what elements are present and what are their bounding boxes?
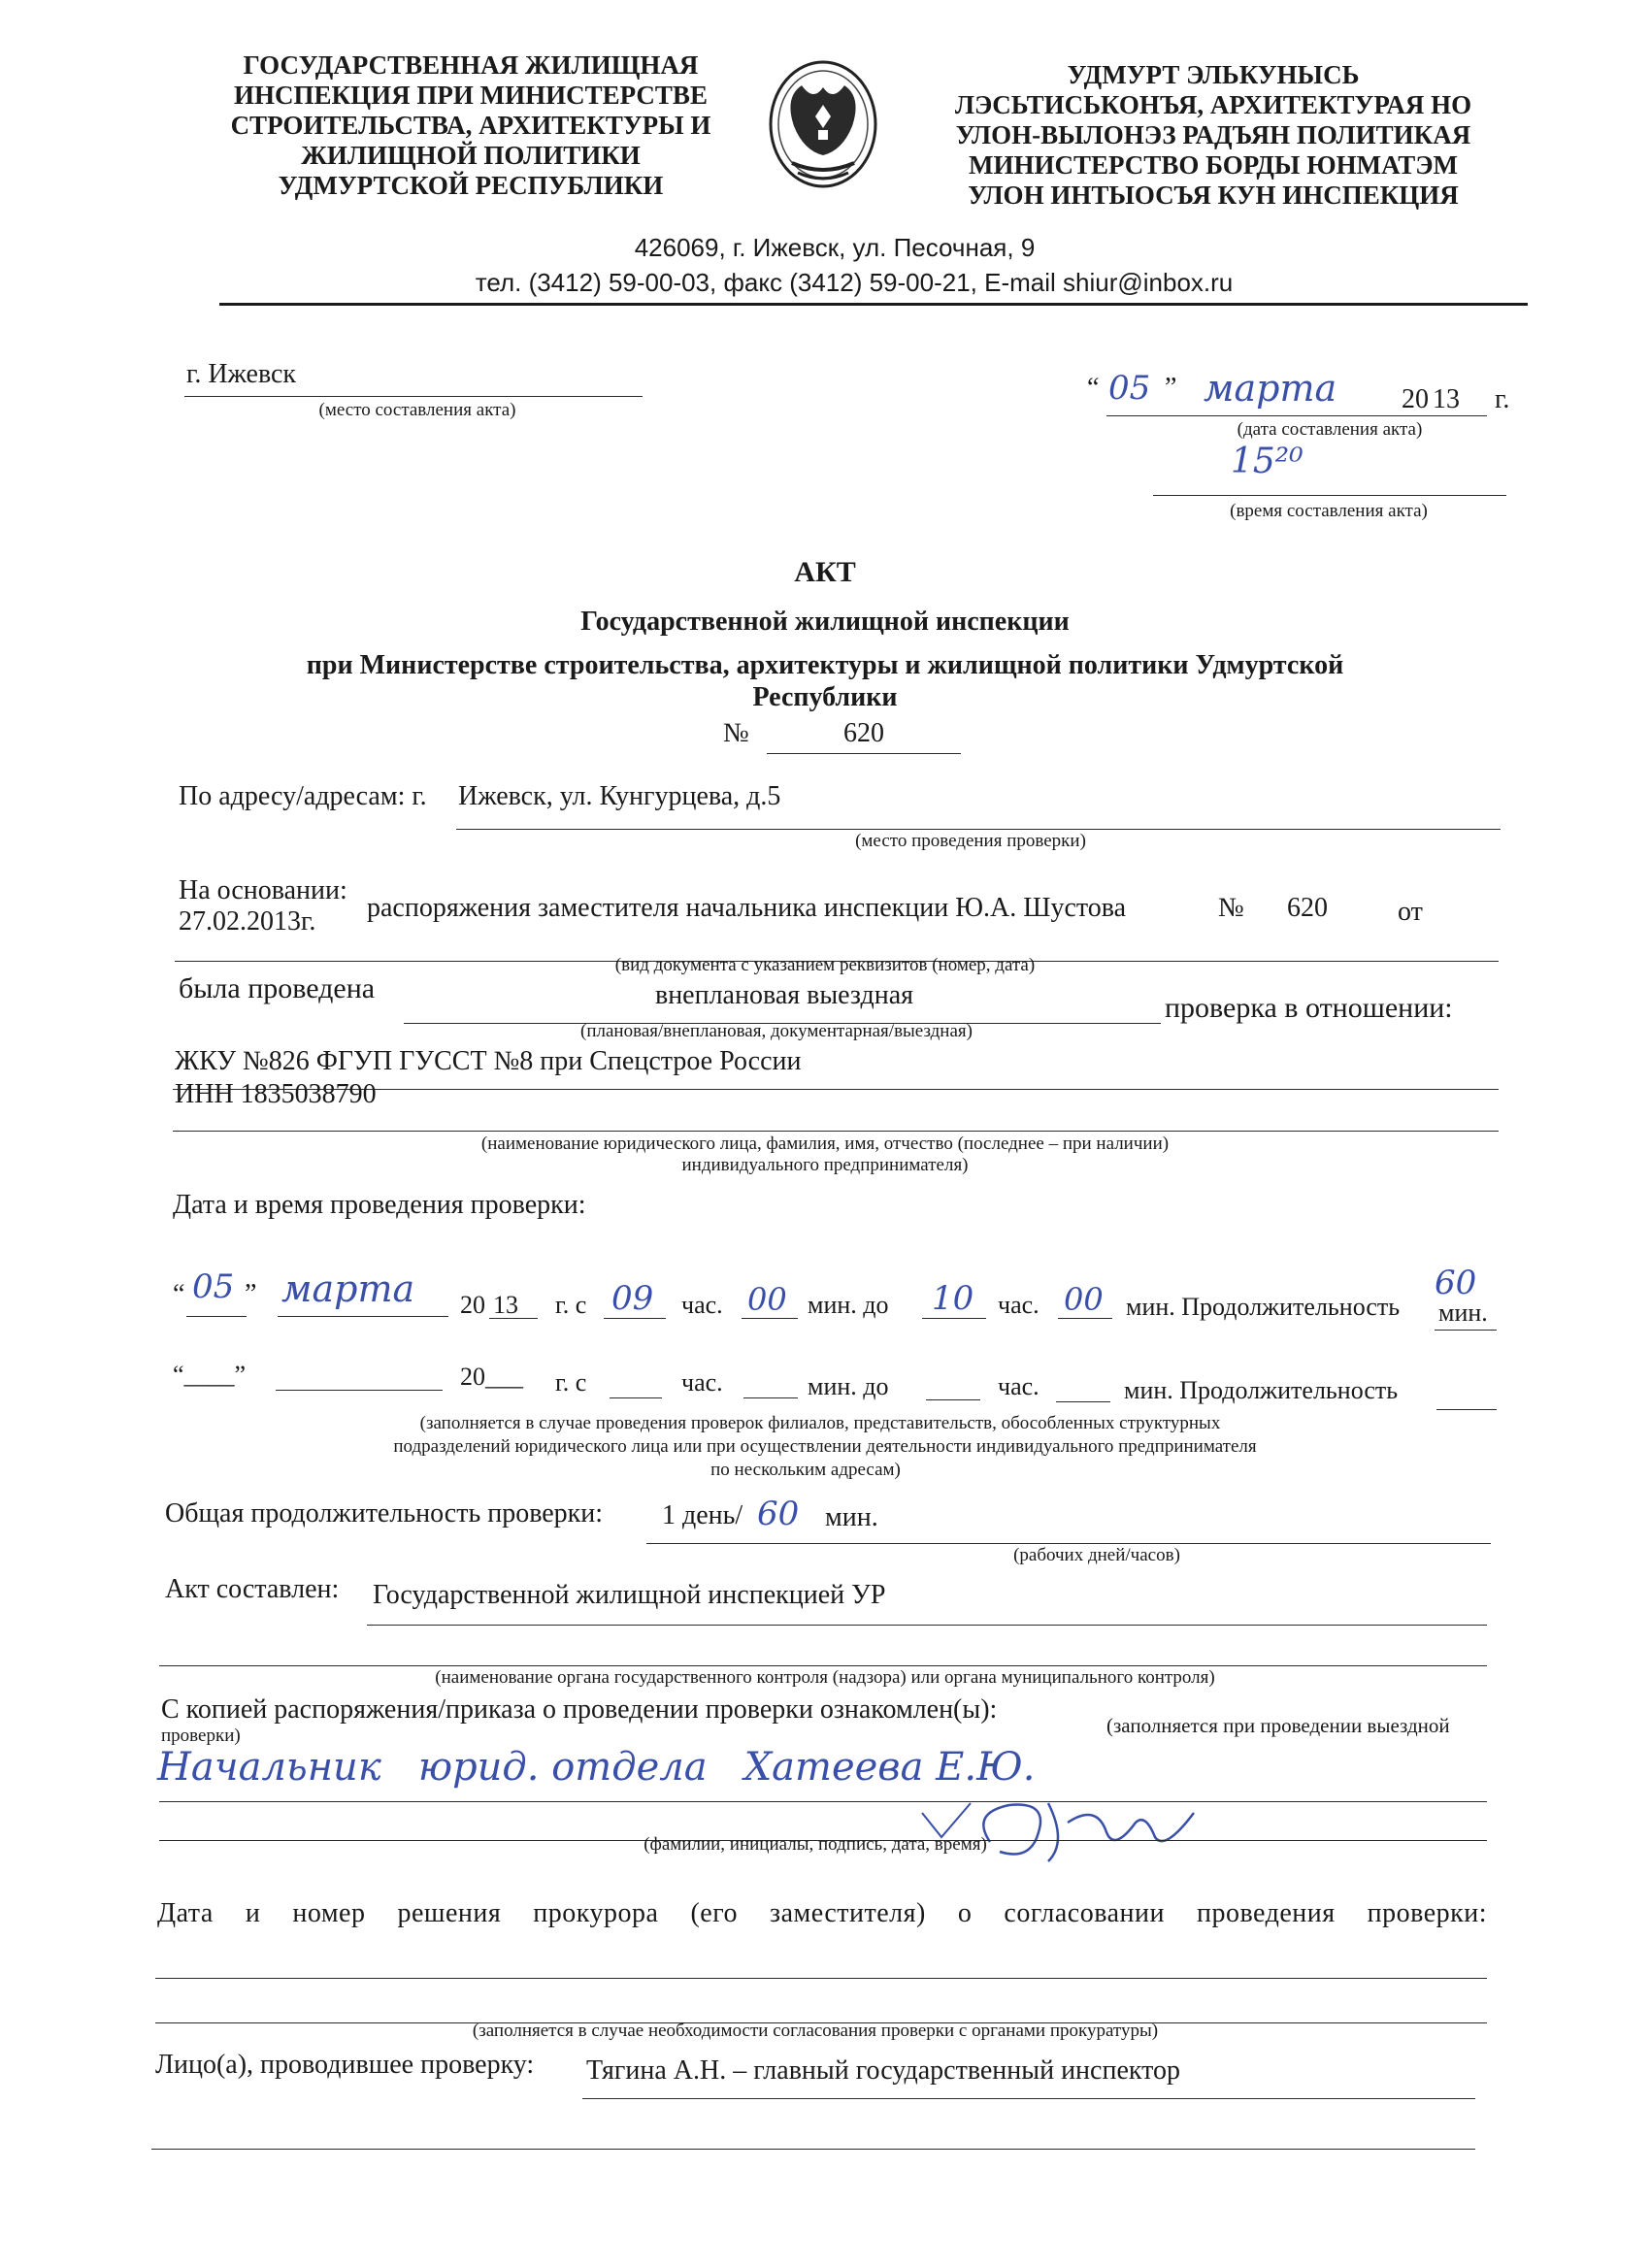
signature-icon xyxy=(903,1784,1223,1871)
total-minutes: 60 xyxy=(757,1495,800,1533)
dt1-from-min-underline xyxy=(742,1318,798,1319)
dt1-min-label: мин. до xyxy=(808,1291,889,1319)
dt1-duration-underline xyxy=(1435,1330,1497,1331)
basis-label: На основании: xyxy=(179,875,347,905)
dt2-from-hour-underline xyxy=(610,1397,662,1398)
header-divider xyxy=(219,303,1528,306)
header-left-line: ЖИЛИЩНОЙ ПОЛИТИКИ xyxy=(301,141,641,170)
prosecutor-label: Дата и номер решения прокурора (его заместителя) о согласовании проведения проверки: xyxy=(157,1898,1487,1928)
inspector-label: Лицо(а), проводившее проверку: xyxy=(155,2050,535,2080)
date-caption: (дата составления акта) xyxy=(1237,419,1423,440)
check-label: была проведена xyxy=(179,972,376,1004)
madeby-underline1 xyxy=(367,1625,1487,1626)
dt1-year: 13 xyxy=(493,1291,518,1319)
dt1-duration: 60 xyxy=(1435,1264,1477,1302)
header-left-block xyxy=(194,50,747,201)
act-subtitle-line1: Государственной жилищной инспекции xyxy=(580,607,1070,637)
date-day: 05 xyxy=(1108,369,1151,408)
act-subtitle-line3: Республики xyxy=(752,682,898,712)
total-label: Общая продолжительность проверки: xyxy=(165,1498,604,1528)
inspector-value: Тягина А.Н. – главный государственный инспектор xyxy=(586,2055,1180,2086)
dt2-century: 20___ xyxy=(460,1363,523,1391)
time-caption: (время составления акта) xyxy=(1230,501,1428,521)
dt1-to-hour-underline xyxy=(922,1318,986,1319)
dt1-to-hour: 10 xyxy=(932,1279,974,1318)
acquainted-note2: проверки) xyxy=(161,1726,241,1746)
datetime-label: Дата и время проведения проверки: xyxy=(173,1190,586,1220)
address-underline xyxy=(456,829,1501,830)
total-underline xyxy=(646,1543,1491,1544)
total-caption: (рабочих дней/часов) xyxy=(1013,1545,1180,1565)
dt1-century: 20 xyxy=(460,1291,485,1319)
dt1-quote-open: “ xyxy=(173,1279,185,1309)
subject-caption2: индивидуального предпринимателя) xyxy=(681,1155,969,1175)
time-value: 15²⁰ xyxy=(1231,442,1304,481)
dt2-hour-label2: час. xyxy=(998,1372,1040,1400)
dt1-day: 05 xyxy=(192,1267,235,1306)
date-month: марта xyxy=(1204,367,1337,410)
date-year: 13 xyxy=(1433,384,1460,414)
dt1-duration-unit: мин. xyxy=(1438,1298,1488,1327)
dt2-min-label: мин. до xyxy=(808,1372,889,1400)
total-unit: мин. xyxy=(825,1502,878,1532)
header-right-line: УЛОН ИНТЫОСЪЯ КУН ИНСПЕКЦИЯ xyxy=(968,181,1459,210)
place-value: г. Ижевск xyxy=(186,359,297,389)
datetime-caption3: по нескольким адресам) xyxy=(710,1460,901,1480)
header-left-line: ИНСПЕКЦИЯ ПРИ МИНИСТЕРСТВЕ xyxy=(234,81,708,110)
dt1-month-underline xyxy=(278,1316,448,1317)
dt1-year-underline xyxy=(489,1318,538,1319)
place-caption: (место составления акта) xyxy=(318,400,516,420)
dt1-day-underline xyxy=(186,1316,247,1317)
prosecutor-caption: (заполняется в случае необходимости согласования проверки с органами прокуратуры) xyxy=(472,2021,1159,2041)
datetime-caption2: подразделений юридического лица или при осуществлении деятельности индивидуального предпринимателя xyxy=(393,1436,1257,1457)
acquainted-handwritten: Начальник юрид. отдела Хатеева Е.Ю. xyxy=(157,1745,1036,1790)
header-right-line: УЛОН-ВЫЛОНЭЗ РАДЪЯН ПОЛИТИКАЯ xyxy=(955,120,1471,149)
dt2-quotes: “____” xyxy=(173,1361,247,1389)
madeby-value: Государственной жилищной инспекцией УР xyxy=(373,1580,886,1610)
dt2-from-label: г. с xyxy=(555,1368,587,1397)
dt2-month-underline xyxy=(276,1390,443,1391)
basis-caption: (вид документа с указанием реквизитов (номер, дата) xyxy=(614,955,1036,975)
act-number-underline xyxy=(767,753,961,754)
date-underline xyxy=(1106,415,1487,416)
act-subtitle-line2: при Министерстве строительства, архитектуры и жилищной политики Удмуртской xyxy=(306,650,1344,680)
date-suffix: г. xyxy=(1495,384,1510,414)
basis-date: 27.02.2013г. xyxy=(179,906,316,937)
address-value: Ижевск, ул. Кунгурцева, д.5 xyxy=(458,781,781,811)
header-right-block xyxy=(922,60,1504,211)
act-title: АКТ xyxy=(794,556,856,588)
madeby-underline2 xyxy=(159,1665,1487,1666)
place-underline xyxy=(184,396,643,397)
subject-underline2 xyxy=(173,1131,1499,1132)
inspector-underline1 xyxy=(582,2098,1475,2099)
dt2-duration-underline xyxy=(1436,1409,1497,1410)
dt1-to-min-underline xyxy=(1058,1318,1112,1319)
basis-number: 620 xyxy=(1287,893,1328,923)
dt1-month: марта xyxy=(281,1267,415,1310)
dt2-to-min-underline xyxy=(1056,1401,1110,1402)
madeby-label: Акт составлен: xyxy=(165,1574,340,1604)
check-suffix: проверка в отношении: xyxy=(1165,992,1453,1024)
subject-line1: ЖКУ №826 ФГУП ГУССТ №8 при Спецстрое России xyxy=(175,1046,802,1076)
act-number: 620 xyxy=(843,718,884,748)
check-caption: (плановая/внеплановая, документарная/выездная) xyxy=(580,1021,973,1041)
dt1-min-label2: мин. Продолжительность xyxy=(1126,1293,1401,1321)
prosecutor-underline1 xyxy=(155,1978,1487,1979)
act-number-label: № xyxy=(723,718,749,748)
header-right-line: УДМУРТ ЭЛЬКУНЫСЬ xyxy=(1067,60,1360,89)
total-days: 1 день/ xyxy=(662,1500,743,1530)
date-century: 20 xyxy=(1402,384,1429,414)
basis-from: от xyxy=(1398,897,1423,927)
coat-of-arms-icon xyxy=(765,58,881,194)
dt2-hour-label: час. xyxy=(681,1368,723,1397)
dt1-from-hour-underline xyxy=(604,1318,666,1319)
time-underline xyxy=(1153,495,1506,496)
acquainted-note1: (заполняется при проведении выездной xyxy=(1106,1714,1450,1737)
header-left-line: УДМУРТСКОЙ РЕСПУБЛИКИ xyxy=(278,171,664,200)
date-quote-open: “ xyxy=(1087,373,1100,403)
dt1-to-min: 00 xyxy=(1064,1281,1104,1318)
acquainted-label: С копией распоряжения/приказа о проведении проверки ознакомлен(ы): xyxy=(161,1694,998,1725)
acquainted-underline1 xyxy=(159,1801,1487,1802)
acquainted-caption: (фамилии, инициалы, подпись, дата, время) xyxy=(644,1834,987,1855)
basis-number-label: № xyxy=(1218,893,1244,923)
dt2-to-hour-underline xyxy=(926,1399,980,1400)
inspector-underline2 xyxy=(151,2149,1475,2150)
dt1-quote-close: ” xyxy=(245,1279,257,1309)
header-address: 426069, г. Ижевск, ул. Песочная, 9 xyxy=(634,233,1036,262)
dt1-from-label: г. с xyxy=(555,1291,587,1319)
subject-line2: ИНН 1835038790 xyxy=(175,1079,377,1109)
header-right-line: ЛЭСЬТИСЬКОНЪЯ, АРХИТЕКТУРАЯ НО xyxy=(954,90,1472,119)
datetime-caption1: (заполняется в случае проведения проверок филиалов, представительств, обособленных структурных xyxy=(419,1413,1221,1433)
dt2-from-min-underline xyxy=(743,1397,798,1398)
address-label: По адресу/адресам: г. xyxy=(179,781,427,811)
check-value: внеплановая выездная xyxy=(654,980,914,1010)
dt2-min-label2: мин. Продолжительность xyxy=(1124,1376,1399,1404)
dt1-hour-label: час. xyxy=(681,1291,723,1319)
basis-text: распоряжения заместителя начальника инспекции Ю.А. Шустова xyxy=(367,893,1127,923)
address-caption: (место проведения проверки) xyxy=(855,831,1086,851)
dt1-from-min: 00 xyxy=(747,1281,787,1318)
header-contacts: тел. (3412) 59-00-03, факс (3412) 59-00-21, E-mail shiur@inbox.ru xyxy=(475,268,1234,297)
dt1-from-hour: 09 xyxy=(611,1279,654,1318)
date-quote-close: ” xyxy=(1165,373,1177,403)
madeby-caption: (наименование органа государственного контроля (надзора) или органа муниципального контроля) xyxy=(435,1667,1215,1688)
header-right-line: МИНИСТЕРСТВО БОРДЫ ЮНМАТЭМ xyxy=(968,150,1459,180)
header-left-line: СТРОИТЕЛЬСТВА, АРХИТЕКТУРЫ И xyxy=(230,111,711,140)
dt1-hour-label2: час. xyxy=(998,1291,1040,1319)
subject-caption1: (наименование юридического лица, фамилия, имя, отчество (последнее – при наличии) xyxy=(480,1134,1170,1154)
header-left-line: ГОСУДАРСТВЕННАЯ ЖИЛИЩНАЯ xyxy=(243,50,699,80)
